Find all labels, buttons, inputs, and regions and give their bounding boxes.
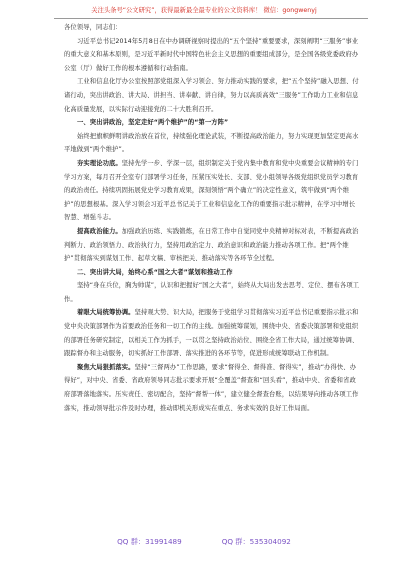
paragraph-lead: 夯实理论功底。 (77, 159, 122, 167)
header-rule (54, 18, 368, 19)
body-paragraph (64, 306, 360, 360)
footer-qq-group-1: QQ 群：31991489 (117, 537, 182, 546)
body-paragraph: 坚持“身在兵位，胸为帅谋”，认识和把握好“国之大者”，始终从大局出发去思考、定位、摆布各项工作。 (64, 282, 360, 303)
body-paragraph: 始终把旗帜鲜明讲政治放在首位，持续强化理论武装，不断提高政治能力，努力实现更加坚定更高水平地做到“两个维护”。 (64, 132, 359, 154)
paragraph-list (64, 35, 360, 416)
paragraph-text: 坚持先学一步、学深一层，组织制定关于党内集中教育和党中央重要会议精神的专门学习方案，每月召开全室专门部署学习任务，压紧压实处长、支部、党小组领导各级党组织党员学习教育的政治责任。持续巩固拓展党史学习教育成果，深刻领悟“两个确立”的决定性意义，筑牢做到“两个维护”的思想根基。深入学习领会习近平总书记关于工业和信息化工作的重要指示批示精神，在学习中增长智慧、增强斗志。 (64, 159, 359, 222)
section-heading: 一、突出讲政治，坚定走好“两个维护”的“第一方阵” (77, 119, 229, 127)
paragraph-text: 加强政治历练、实践锻炼，在日常工作中自觉同党中央精神对标对表，不断提高政治判断力、政治领悟力、政治执行力，坚持用政治定力、政治意识和政治能力推动各项工作。把“两个维护”贯彻落实到谋划工作、起草文稿、审核把关、推动落实等各环节全过程。 (64, 227, 359, 263)
salutation: 各位领导，同志们： (64, 24, 122, 31)
paragraph-text: 坚持“三督两办”工作思路，要求“督得全、督得准、督得实”，推动“办得快、办得好”，对中央、省委、省政府领导同志批示要求开展“全覆盖”督查和“回头看”，推动中央、省委和省政府部署落地落实。压实责任、密切配合，坚持“督帮一体”，建立健全督查台账，以结果导向推动各项工作落实，推动领导批示件及时办理，推动即机关形成实在重点、务求实效的良好工作局面。 (64, 363, 359, 412)
paragraph-lead: 聚焦大局狠抓落实。 (77, 363, 135, 371)
body-paragraph: 工业和信息化厅办公室按照部党组深入学习领会、努力推动实践的要求，把“五个坚持”融入思想、付诸行动，突出讲政治、讲大局、讲担当、讲奉献、讲自律，努力以高质高效“三服务”工作助力工业和信息化高质量发展，以实际行动迎接党的二十大胜利召开。 (64, 78, 359, 113)
document-body (64, 21, 360, 415)
paragraph-text: 坚持观大势、识大局，把服务于党组学习贯彻落实习近平总书记重要指示批示和党中央决策部署作为首要政治任务和一切工作的主线。加强统筹谋划，围绕中央、省委决策部署和党组织的部署任务研究制定，以相关工作为抓手，一以贯之坚持政治站位、围绕全省工作大局，通过统筹协调、跟踪督办和主动服务，切实抓好工作部署、落实推进的各环节等，促进形成统筹联动工作机制。 (64, 309, 359, 358)
footer-contacts (0, 537, 408, 547)
section-heading: 二、突出讲大局，始终心系“国之大者”谋划和推动工作 (77, 268, 233, 276)
paragraph-lead: 着眼大局统筹协调。 (77, 309, 135, 317)
header-banner: 关注头条号“公文研究”，获得最新最全最专业的公文资料库！ 微信：gongwenyj (91, 7, 317, 14)
footer-qq-group-2: QQ 群：535304092 (221, 537, 291, 546)
body-paragraph (64, 361, 360, 415)
body-paragraph (64, 157, 360, 225)
body-paragraph (64, 225, 360, 266)
paragraph-lead: 提高政治能力。 (77, 227, 122, 235)
body-paragraph: 习近平总书记2014年5月8日在中办调研视察时提出的“五个坚持”重要要求，深刻阐明“三服务”事业的重大意义和基本原则，是习近平新时代中国特色社会主义思想的重要组成部分，是全国各级党委政府办公室（厅）做好工作的根本遵循和行动指南。 (64, 37, 359, 72)
